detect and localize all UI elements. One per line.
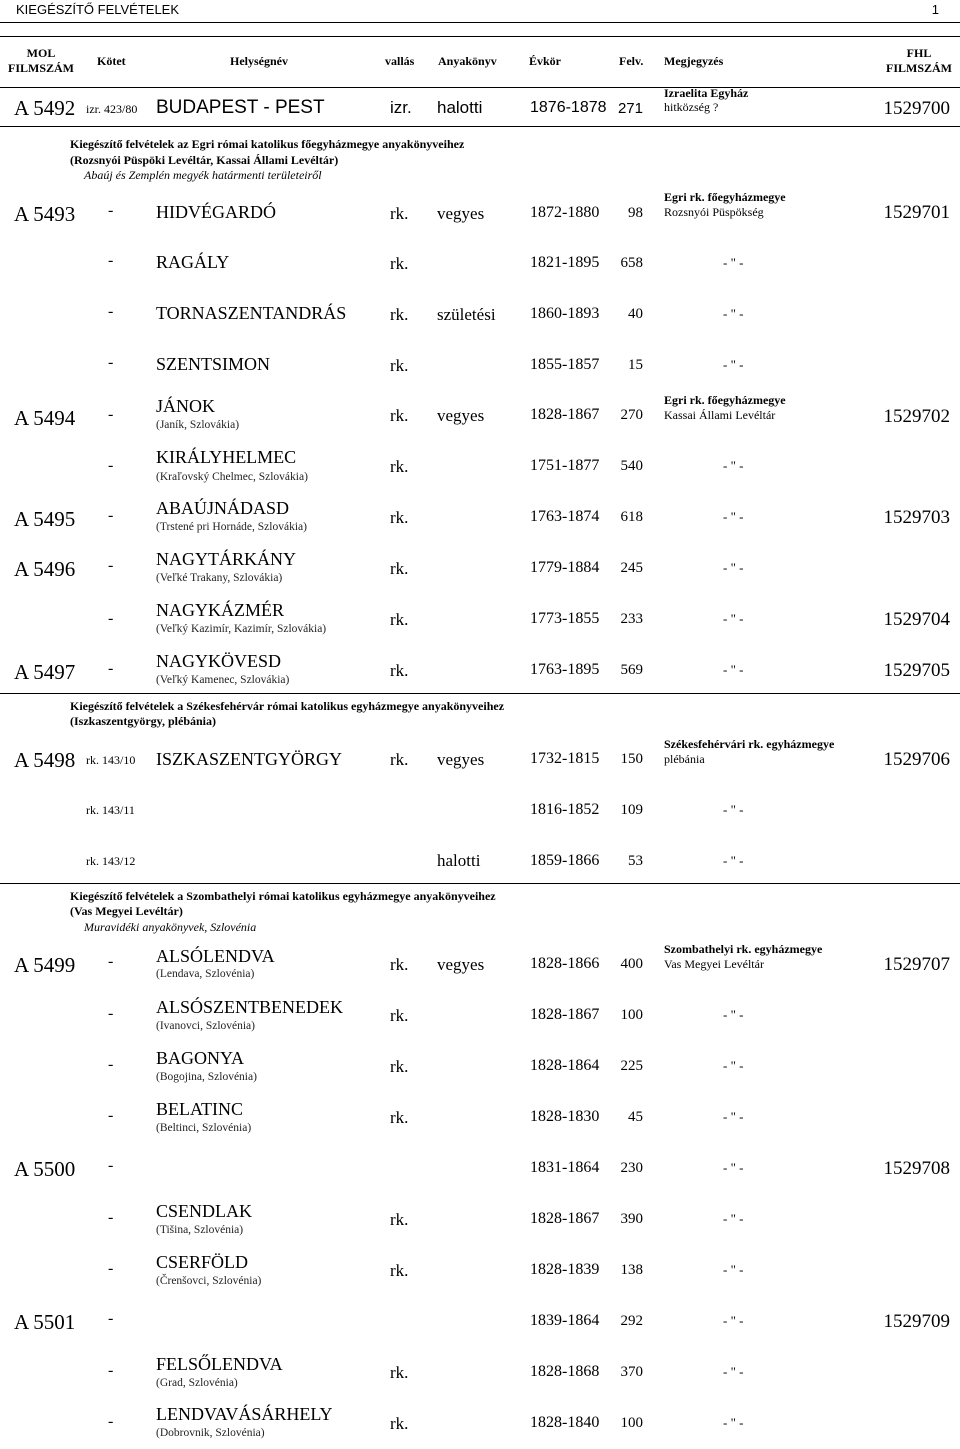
evkor: 1828-1864 — [530, 1057, 600, 1074]
megjegyzes-ditto: - " - — [723, 611, 744, 626]
megjegyzes-ditto: - " - — [723, 1415, 744, 1430]
kotet: - — [108, 660, 114, 677]
kotet: - — [108, 1056, 114, 1073]
megjegyzes-ditto: - " - — [723, 802, 744, 817]
kotet: - — [108, 1209, 114, 1226]
mol-filmszam: A 5494 — [14, 406, 76, 430]
megjegyzes: Szombathelyi rk. egyházmegye — [664, 942, 823, 956]
fhl-filmszam: 1529706 — [883, 749, 950, 770]
kotet: rk. 143/10 — [86, 753, 136, 767]
helysegnev: NAGYKÁZMÉR — [156, 600, 284, 620]
evkor: 1831-1864 — [530, 1159, 600, 1176]
table-row — [0, 1348, 960, 1398]
table-row — [0, 390, 960, 440]
helysegnev-alt: (Bogojina, Szlovénia) — [156, 1071, 257, 1083]
megjegyzes-ditto: - " - — [723, 1211, 744, 1226]
vallas: rk. — [390, 406, 409, 425]
note-line: Muravidéki anyakönyvek, Szlovénia — [84, 920, 257, 934]
fhl-filmszam: 1529703 — [883, 507, 950, 528]
anyakonyv: vegyes — [437, 204, 485, 223]
evkor: 1872-1880 — [530, 204, 600, 221]
megjegyzes-ditto: - " - — [723, 255, 744, 270]
kotet: rk. 143/11 — [86, 803, 135, 817]
evkor: 1860-1893 — [530, 305, 600, 322]
megjegyzes: Székesfehérvári rk. egyházmegye — [664, 737, 835, 751]
col-anyak: Anyakönyv — [438, 54, 497, 68]
table-row — [0, 786, 960, 832]
megjegyzes-ditto: - " - — [723, 1109, 744, 1124]
megjegyzes-ditto: - " - — [723, 1058, 744, 1073]
megjegyzes: Egri rk. főegyházmegye — [664, 190, 786, 204]
megjegyzes-ditto: - " - — [723, 560, 744, 575]
vallas: rk. — [390, 1006, 409, 1025]
vallas: rk. — [390, 356, 409, 375]
felvetel: 618 — [620, 509, 643, 525]
felvetel: 230 — [620, 1160, 643, 1176]
mol-filmszam: A 5499 — [14, 953, 76, 977]
table-row — [0, 1297, 960, 1347]
vallas: rk. — [390, 1261, 409, 1280]
table-row — [0, 492, 960, 542]
page-number: 1 — [931, 2, 939, 17]
helysegnev: RAGÁLY — [156, 252, 230, 272]
helysegnev-alt: (Ivanovci, Szlovénia) — [156, 1020, 255, 1032]
helysegnev: KIRÁLYHELMEC — [156, 447, 297, 467]
col-fhl: FHL FILMSZÁM — [886, 46, 952, 75]
evkor: 1828-1866 — [530, 955, 600, 972]
vallas: rk. — [390, 955, 409, 974]
helysegnev: SZENTSIMON — [156, 354, 271, 374]
vallas: rk. — [390, 559, 409, 578]
felvetel: 150 — [620, 751, 643, 767]
page-title: KIEGÉSZÍTŐ FELVÉTELEK — [16, 2, 180, 17]
felvetel: 370 — [620, 1364, 643, 1380]
table-row — [0, 940, 960, 990]
kotet: - — [108, 202, 114, 219]
megjegyzes: Izraelita Egyház — [664, 86, 749, 100]
kotet: - — [108, 1413, 114, 1430]
megjegyzes-ditto: - " - — [723, 1007, 744, 1022]
felvetel: 40 — [628, 306, 643, 322]
helysegnev-alt: (Dobrovnik, Szlovénia) — [156, 1427, 265, 1439]
vallas: rk. — [390, 508, 409, 527]
column-header — [0, 36, 960, 88]
vallas: rk. — [390, 661, 409, 680]
evkor: 1855-1857 — [530, 356, 600, 373]
helysegnev: ALSÓSZENTBENEDEK — [156, 997, 343, 1017]
megjegyzes-sub: Vas Megyei Levéltár — [664, 957, 764, 971]
anyakonyv: halotti — [437, 851, 481, 870]
fhl-filmszam: 1529708 — [883, 1158, 950, 1179]
mol-filmszam: A 5498 — [14, 748, 76, 772]
kotet: - — [108, 1310, 114, 1327]
felvetel: 98 — [628, 205, 643, 221]
megjegyzes-ditto: - " - — [723, 357, 744, 372]
helysegnev-alt: (Veľký Kamenec, Szlovákia) — [156, 674, 290, 686]
evkor: 1732-1815 — [530, 750, 600, 767]
table-row — [0, 1093, 960, 1143]
helysegnev: CSERFÖLD — [156, 1252, 249, 1272]
megjegyzes-sub: plébánia — [664, 752, 705, 766]
table-row — [0, 645, 960, 695]
note-line: Kiegészítő felvételek a Székesfehérvár római katolikus egyházmegye anyakönyveihez — [70, 699, 505, 713]
kotet: - — [108, 1362, 114, 1379]
helysegnev: TORNASZENTANDRÁS — [156, 303, 347, 323]
helysegnev: JÁNOK — [156, 396, 216, 416]
felvetel: 109 — [620, 802, 643, 818]
felvetel: 292 — [620, 1313, 643, 1329]
evkor: 1763-1874 — [530, 508, 600, 525]
kotet: - — [108, 303, 114, 320]
anyakonyv: vegyes — [437, 750, 485, 769]
felvetel: 100 — [620, 1415, 643, 1431]
helysegnev-alt: (Tišina, Szlovénia) — [156, 1224, 244, 1236]
megjegyzes-ditto: - " - — [723, 853, 744, 868]
vallas: rk. — [390, 1210, 409, 1229]
megjegyzes-ditto: - " - — [723, 509, 744, 524]
table-row — [0, 1042, 960, 1092]
table-row — [0, 991, 960, 1041]
fhl-filmszam: 1529707 — [883, 954, 950, 975]
table-row — [0, 1246, 960, 1296]
felvetel: 45 — [628, 1109, 643, 1125]
megjegyzes-ditto: - " - — [723, 1313, 744, 1328]
table-row — [0, 291, 960, 337]
note-line: (Rozsnyói Püspöki Levéltár, Kassai Állami Levéltár) — [70, 153, 339, 167]
felvetel: 540 — [620, 458, 643, 474]
anyakonyv: vegyes — [437, 406, 485, 425]
col-vallas: vallás — [385, 54, 415, 68]
divider — [0, 126, 960, 127]
kotet: rk. 143/12 — [86, 854, 136, 868]
vallas: rk. — [390, 1414, 409, 1433]
evkor: 1828-1867 — [530, 1006, 600, 1023]
helysegnev-alt: (Janík, Szlovákia) — [156, 419, 240, 431]
kotet: - — [108, 354, 114, 371]
megjegyzes-ditto: - " - — [723, 662, 744, 677]
helysegnev-alt: (Lendava, Szlovénia) — [156, 968, 255, 980]
col-mol: MOL FILMSZÁM — [8, 46, 74, 75]
table-row — [0, 240, 960, 286]
evkor: 1763-1895 — [530, 661, 600, 678]
note-line: Kiegészítő felvételek a Szombathelyi római katolikus egyházmegye anyakönyveihez — [70, 889, 496, 903]
fhl-filmszam: 1529705 — [883, 660, 950, 681]
anyakonyv: vegyes — [437, 955, 485, 974]
felvetel: 225 — [620, 1058, 643, 1074]
felvetel: 400 — [620, 956, 643, 972]
note-line: (Iszkaszentgyörgy, plébánia) — [70, 714, 217, 728]
vallas: rk. — [390, 457, 409, 476]
kotet: - — [108, 1157, 114, 1174]
mol-filmszam: A 5495 — [14, 507, 76, 531]
helysegnev-alt: (Trstené pri Hornáde, Szlovákia) — [156, 521, 307, 533]
felvetel: 53 — [628, 853, 643, 869]
felvetel: 233 — [620, 611, 643, 627]
table-row — [0, 188, 960, 234]
table-row — [0, 543, 960, 593]
helysegnev-alt: (Beltinci, Szlovénia) — [156, 1122, 252, 1134]
megjegyzes-ditto: - " - — [723, 1364, 744, 1379]
fhl-filmszam: 1529701 — [883, 202, 950, 223]
kotet: - — [108, 610, 114, 627]
helysegnev-alt: (Črenšovci, Szlovénia) — [156, 1275, 262, 1287]
evkor: 1876-1878 — [530, 99, 607, 116]
table-row — [0, 837, 960, 883]
felvetel: 138 — [620, 1262, 643, 1278]
kotet: - — [108, 507, 114, 524]
table-row — [0, 342, 960, 388]
table-row — [0, 734, 960, 784]
divider — [0, 883, 960, 884]
felvetel: 245 — [620, 560, 643, 576]
evkor: 1773-1855 — [530, 610, 600, 627]
helysegnev-alt: (Kraľovský Chelmec, Szlovákia) — [156, 471, 308, 483]
helysegnev: BAGONYA — [156, 1048, 245, 1068]
helysegnev-alt: (Veľké Trakany, Szlovákia) — [156, 572, 283, 584]
anyakonyv: halotti — [437, 98, 483, 117]
col-megj: Megjegyzés — [664, 54, 724, 68]
helysegnev: CSENDLAK — [156, 1201, 253, 1221]
note-line: Kiegészítő felvételek az Egri római katolikus főegyházmegye anyakönyveihez — [70, 137, 465, 151]
kotet: - — [108, 1005, 114, 1022]
evkor: 1828-1868 — [530, 1363, 600, 1380]
helysegnev: BUDAPEST - PEST — [156, 97, 325, 118]
vallas: rk. — [390, 610, 409, 629]
felvetel: 658 — [620, 255, 643, 271]
vallas: rk. — [390, 254, 409, 273]
evkor: 1751-1877 — [530, 457, 600, 474]
megjegyzes-ditto: - " - — [723, 458, 744, 473]
mol-filmszam: A 5492 — [14, 96, 76, 120]
evkor: 1821-1895 — [530, 254, 600, 271]
evkor: 1828-1830 — [530, 1108, 600, 1125]
helysegnev: BELATINC — [156, 1099, 243, 1119]
mol-filmszam: A 5501 — [14, 1310, 76, 1334]
megjegyzes-ditto: - " - — [723, 1262, 744, 1277]
vallas: izr. — [390, 98, 412, 117]
kotet: izr. 423/80 — [86, 102, 138, 116]
megjegyzes-sub: hitközség ? — [664, 100, 719, 114]
helysegnev: ALSÓLENDVA — [156, 946, 275, 966]
vallas: rk. — [390, 1057, 409, 1076]
vallas: rk. — [390, 1108, 409, 1127]
megjegyzes-sub: Kassai Állami Levéltár — [664, 408, 776, 422]
fhl-filmszam: 1529704 — [883, 609, 950, 630]
page-header — [0, 0, 960, 23]
table-row — [0, 1144, 960, 1194]
vallas: rk. — [390, 204, 409, 223]
vallas: rk. — [390, 305, 409, 324]
mol-filmszam: A 5496 — [14, 557, 76, 581]
helysegnev: LENDVAVÁSÁRHELY — [156, 1404, 333, 1424]
table-row — [0, 1399, 960, 1449]
vallas: rk. — [390, 750, 409, 769]
evkor: 1828-1867 — [530, 406, 600, 423]
kotet: - — [108, 252, 114, 269]
kotet: - — [108, 1107, 114, 1124]
mol-filmszam: A 5497 — [14, 660, 76, 684]
helysegnev-alt: (Grad, Szlovénia) — [156, 1377, 238, 1389]
felvetel: 270 — [620, 407, 643, 423]
helysegnev: ISZKASZENTGYÖRGY — [156, 749, 342, 769]
megjegyzes-ditto: - " - — [723, 306, 744, 321]
felvetel: 100 — [620, 1007, 643, 1023]
evkor: 1779-1884 — [530, 559, 600, 576]
anyakonyv: születési — [437, 305, 496, 324]
megjegyzes-sub: Rozsnyói Püspökség — [664, 205, 764, 219]
felvetel: 569 — [620, 662, 643, 678]
divider — [0, 693, 960, 694]
evkor: 1816-1852 — [530, 801, 600, 818]
vallas: rk. — [390, 1363, 409, 1382]
col-kotet: Kötet — [97, 54, 126, 68]
helysegnev: ABAÚJNÁDASD — [156, 498, 290, 518]
kotet: - — [108, 406, 114, 423]
helysegnev-alt: (Veľký Kazimír, Kazimír, Szlovákia) — [156, 623, 327, 635]
helysegnev: FELSŐLENDVA — [156, 1354, 283, 1374]
table-row — [0, 1195, 960, 1245]
col-helyseg: Helységnév — [230, 54, 288, 68]
megjegyzes-ditto: - " - — [723, 1160, 744, 1175]
evkor: 1828-1867 — [530, 1210, 600, 1227]
helysegnev: HIDVÉGARDÓ — [156, 202, 276, 222]
fhl-filmszam: 1529700 — [883, 98, 950, 119]
kotet: - — [108, 457, 114, 474]
evkor: 1859-1866 — [530, 852, 600, 869]
fhl-filmszam: 1529709 — [883, 1311, 950, 1332]
col-felv: Felv. — [619, 54, 644, 68]
helysegnev: NAGYTÁRKÁNY — [156, 549, 296, 569]
evkor: 1828-1839 — [530, 1261, 600, 1278]
felvetel: 15 — [628, 357, 643, 373]
megjegyzes: Egri rk. főegyházmegye — [664, 393, 786, 407]
kotet: - — [108, 557, 114, 574]
felvetel: 271 — [617, 100, 643, 117]
evkor: 1839-1864 — [530, 1312, 600, 1329]
table-row — [0, 441, 960, 491]
kotet: - — [108, 1260, 114, 1277]
note-line: Abaúj és Zemplén megyék határmenti területeiről — [84, 168, 322, 182]
mol-filmszam: A 5500 — [14, 1157, 76, 1181]
note-line: (Vas Megyei Levéltár) — [70, 904, 183, 918]
fhl-filmszam: 1529702 — [883, 406, 950, 427]
helysegnev: NAGYKÖVESD — [156, 651, 281, 671]
felvetel: 390 — [620, 1211, 643, 1227]
evkor: 1828-1840 — [530, 1414, 600, 1431]
table-row — [0, 594, 960, 644]
mol-filmszam: A 5493 — [14, 202, 76, 226]
col-evkor: Évkör — [529, 54, 562, 68]
kotet: - — [108, 953, 114, 970]
